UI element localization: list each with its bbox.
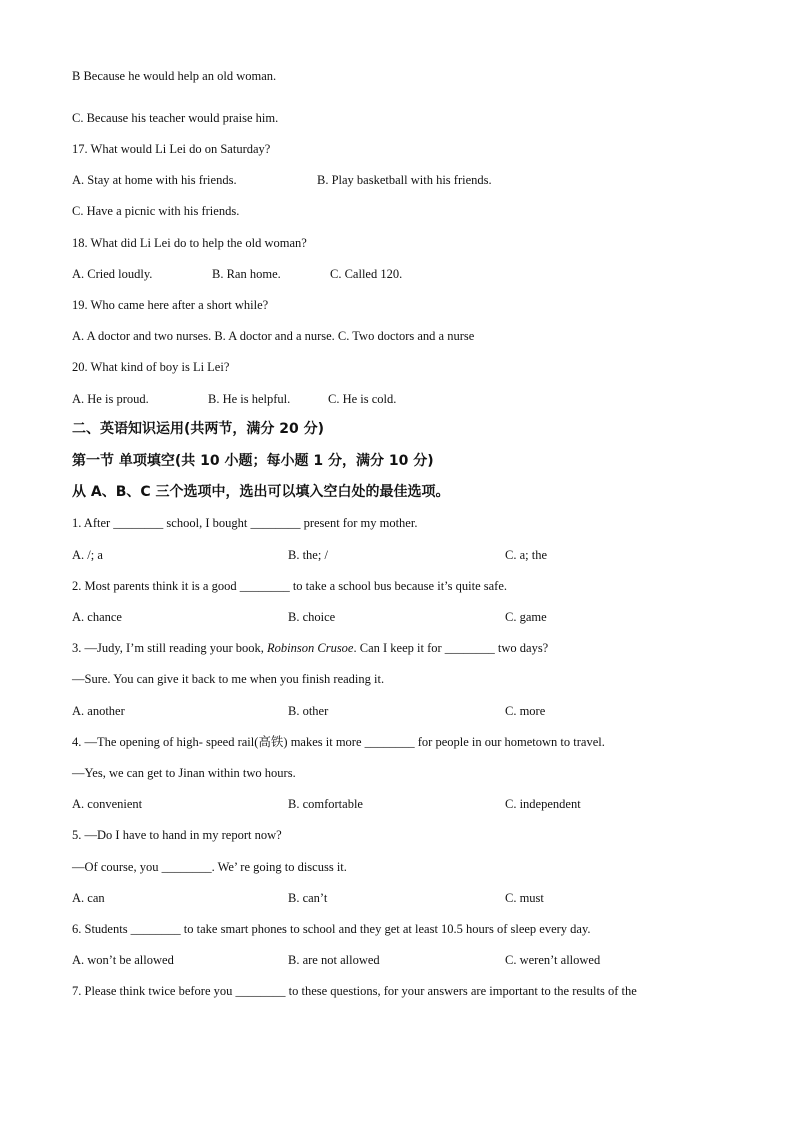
instructions: 从 A、B、C 三个选项中，选出可以填入空白处的最佳选项。	[72, 484, 450, 500]
question-17: 17. What would Li Lei do on Saturday?	[72, 142, 271, 156]
q17-option-c: C. Have a picnic with his friends.	[72, 204, 240, 218]
mc1-option-b: B. the; /	[288, 548, 328, 562]
q20-option-a: A. He is proud.	[72, 392, 149, 406]
mc6-option-c: C. weren’t allowed	[505, 953, 601, 967]
section-2-heading: 二、英语知识运用(共两节，满分 20 分)	[72, 421, 325, 437]
q17-option-b: B. Play basketball with his friends.	[317, 173, 492, 187]
q16-option-c: C. Because his teacher would praise him.	[72, 111, 279, 125]
mc5-option-b: B. can’t	[288, 891, 328, 905]
q20-option-c: C. He is cold.	[328, 392, 397, 406]
mc6-option-a: A. won’t be allowed	[72, 953, 174, 967]
mc5-option-c: C. must	[505, 891, 544, 905]
mc5-reply: —Of course, you ________. We’ re going to discuss it.	[72, 860, 347, 874]
mc-question-4: 4. —The opening of high- speed rail(高铁) makes it more ________ for people in our hometown to travel.	[72, 735, 605, 749]
mc-question-1: 1. After ________ school, I bought ________ present for my mother.	[72, 516, 418, 530]
q18-option-b: B. Ran home.	[212, 267, 281, 281]
part-1-heading: 第一节 单项填空(共 10 小题；每小题 1 分，满分 10 分)	[72, 453, 434, 469]
q17-option-a: A. Stay at home with his friends.	[72, 173, 237, 187]
q20-option-b: B. He is helpful.	[208, 392, 291, 406]
mc2-option-a: A. chance	[72, 610, 122, 624]
mc3-option-a: A. another	[72, 704, 125, 718]
mc2-option-b: B. choice	[288, 610, 336, 624]
question-18: 18. What did Li Lei do to help the old woman?	[72, 236, 307, 250]
q19-options: A. A doctor and two nurses. B. A doctor and a nurse. C. Two doctors and a nurse	[72, 329, 475, 343]
mc4-reply: —Yes, we can get to Jinan within two hours.	[72, 766, 296, 780]
mc-question-2: 2. Most parents think it is a good ________ to take a school bus because it’s quite safe.	[72, 579, 507, 593]
mc3-text-end: . Can I keep it for ________ two days?	[353, 641, 549, 655]
q16-option-b: B Because he would help an old woman.	[72, 69, 277, 83]
mc-question-6: 6. Students ________ to take smart phones to school and they get at least 10.5 hours of sleep every day.	[72, 922, 591, 936]
q18-option-a: A. Cried loudly.	[72, 267, 153, 281]
mc2-option-c: C. game	[505, 610, 547, 624]
question-20: 20. What kind of boy is Li Lei?	[72, 360, 230, 374]
mc-question-5: 5. —Do I have to hand in my report now?	[72, 828, 282, 842]
q18-option-c: C. Called 120.	[330, 267, 403, 281]
mc3-reply: —Sure. You can give it back to me when you finish reading it.	[72, 672, 385, 686]
mc1-option-a: A. /; a	[72, 548, 103, 562]
mc3-option-c: C. more	[505, 704, 546, 718]
mc4-option-c: C. independent	[505, 797, 581, 811]
question-19: 19. Who came here after a short while?	[72, 298, 269, 312]
mc-question-3	[72, 640, 548, 656]
mc6-option-b: B. are not allowed	[288, 953, 380, 967]
mc4-option-a: A. convenient	[72, 797, 143, 811]
mc-question-7: 7. Please think twice before you ________ to these questions, for your answers are important to the results of the	[72, 984, 637, 998]
mc4-option-b: B. comfortable	[288, 797, 363, 811]
mc1-option-c: C. a; the	[505, 548, 548, 562]
mc3-option-b: B. other	[288, 704, 329, 718]
book-title: Robinson Crusoe	[267, 641, 354, 655]
mc3-text-start: 3. —Judy, I’m still reading your book,	[72, 641, 268, 655]
mc5-option-a: A. can	[72, 891, 105, 905]
